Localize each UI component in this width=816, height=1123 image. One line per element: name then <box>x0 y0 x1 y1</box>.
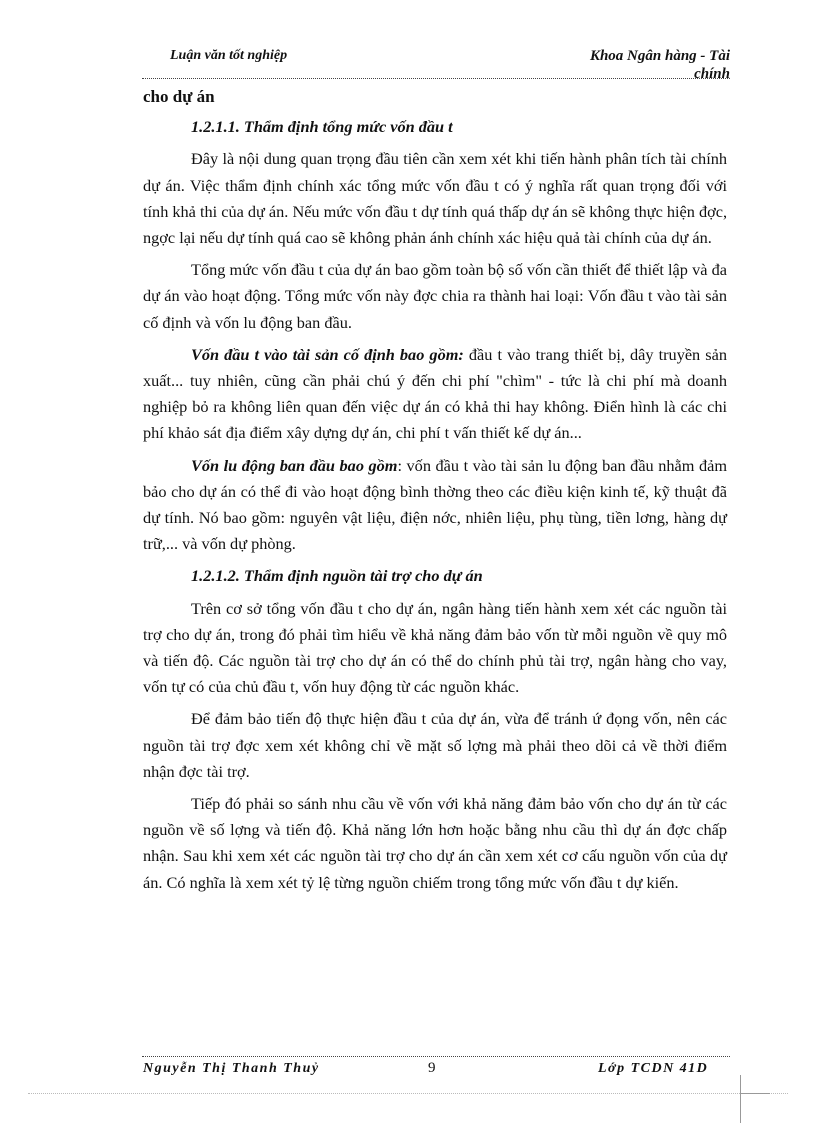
header-divider <box>142 78 730 79</box>
paragraph <box>143 453 727 558</box>
crop-mark-horizontal <box>740 1093 770 1094</box>
continued-heading: cho dự án <box>143 87 215 106</box>
paragraph <box>143 342 727 447</box>
section-heading-1-2-1-2: 1.2.1.2. Thẩm định nguồn tài trợ cho dự án <box>191 566 483 586</box>
paragraph: Trên cơ sở tổng vốn đầu t cho dự án, ngân hàng tiến hành xem xét các nguồn tài trợ cho dự án, trong đó phải tìm hiểu về khả năng đảm bảo vốn từ mỗi nguồn về quy mô và tiến độ. Các nguồn tài trợ cho dự án có thể do chính phủ tài trợ, ngân hàng cho vay, vốn tự có của chủ đầu t, vốn huy động từ các nguồn khác. <box>143 598 727 697</box>
header-thesis-label: Luận văn tốt nghiệp <box>170 48 288 63</box>
header-faculty-line1: Khoa Ngân hàng - Tài <box>589 48 730 64</box>
paragraph: Để đảm bảo tiến độ thực hiện đầu t của dự án, vừa để tránh ứ đọng vốn, nên các nguồn tài trợ đợc xem xét không chỉ về mặt số lợng mà phải theo dõi cả về thời điểm nhận đợc tài trợ. <box>143 709 727 781</box>
paragraph-text: : vốn đầu t vào tài sản lu động ban đầu nhằm đảm bảo cho dự án có thể đi vào hoạt động bình thờng theo các điều kiện kinh tế, kỹ thuật đã dự tính. Nó bao gồm: nguyên vật liệu, điện nớc, nhiên liệu, phụ tùng, tiền lơng, hàng dự trữ,... và vốn dự phòng. <box>143 455 727 554</box>
paragraph-lead: Vốn đầu t vào tài sản cố định bao gồm: <box>191 344 464 364</box>
paragraph: Tiếp đó phải so sánh nhu cầu về vốn với khả năng đảm bảo vốn cho dự án từ các nguồn về số lợng và tiến độ. Khả năng lớn hơn hoặc bằng nhu cầu thì dự án đợc chấp nhận. Sau khi xem xét các nguồn tài trợ cho dự án cần xem xét cơ cấu nguồn vốn của dự án. Có nghĩa là xem xét tỷ lệ từng nguồn chiếm trong tổng mức vốn đầu t dự kiến. <box>143 794 727 892</box>
paragraph-text: đầu t vào trang thiết bị, dây truyền sản xuất... tuy nhiên, cũng cần phải chú ý đến chi phí "chìm" - tức là chi phí mà doanh nghiệp bỏ ra không liên quan đến việc dự án có khả thi hay không. Điển hình là các chi phí khảo sát địa điểm xây dựng dự án, chi phí t vấn thiết kế dự án... <box>143 344 727 443</box>
page-body <box>143 84 727 902</box>
footer-class: Lớp TCDN 41D <box>598 1061 709 1076</box>
header-faculty-line2: chính <box>694 66 730 82</box>
paragraph: Tổng mức vốn đầu t của dự án bao gồm toàn bộ số vốn cần thiết để thiết lập và đa dự án vào hoạt động. Tổng mức vốn này đợc chia ra thành hai loại: Vốn đầu t vào tài sản cố định và vốn lu động ban đầu. <box>143 260 727 332</box>
paragraph-lead: Vốn lu động ban đầu bao gồm <box>191 455 398 475</box>
section-heading-1-2-1-1: 1.2.1.1. Thẩm định tổng mức vốn đầu t <box>191 117 453 137</box>
footer-author: Nguyễn Thị Thanh Thuỷ <box>143 1061 320 1076</box>
footer-divider <box>142 1056 730 1057</box>
page-number: 9 <box>428 1060 436 1076</box>
page-bottom-divider <box>28 1093 788 1094</box>
crop-mark-vertical <box>740 1075 741 1123</box>
paragraph: Đây là nội dung quan trọng đầu tiên cần xem xét khi tiến hành phân tích tài chính dự án. Việc thẩm định chính xác tổng mức vốn đầu t có ý nghĩa rất quan trọng đối với tính khả thi của dự án. Nếu mức vốn đầu t dự tính quá thấp dự án sẽ không thực hiện đợc, ngợc lại nếu dự tính quá cao sẽ không phản ánh chính xác hiệu quả tài chính của dự án. <box>143 149 728 248</box>
